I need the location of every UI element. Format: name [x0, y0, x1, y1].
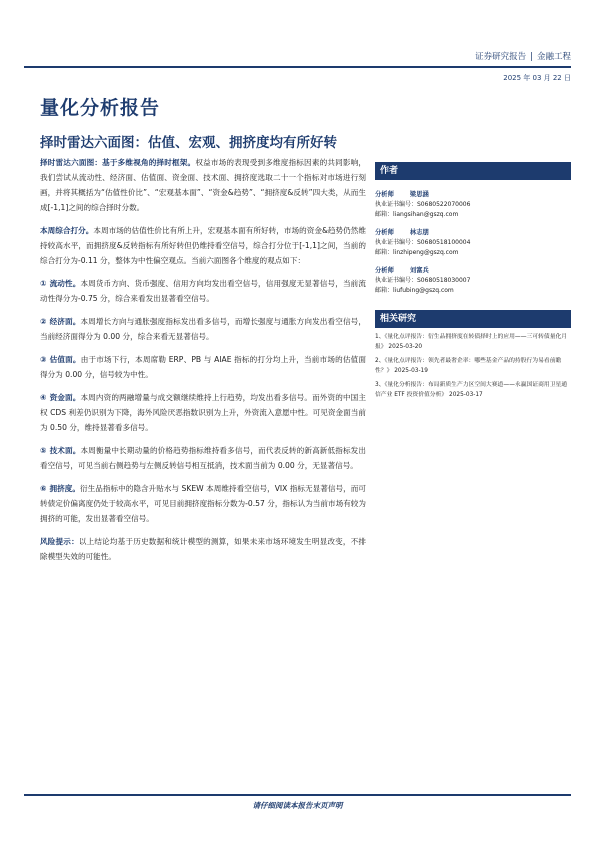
author-role-name — [375, 266, 571, 276]
report-title: 择时雷达六面图：估值、宏观、拥挤度均有所好转 — [40, 135, 337, 151]
author-license: 执业证书编号：S0680518100004 — [375, 239, 471, 246]
author-name: 梁思涵 — [409, 191, 429, 198]
item-number: ③ — [40, 355, 47, 364]
item-label: 资金面。 — [49, 393, 81, 402]
author-license: 执业证书编号：S0680522070006 — [375, 201, 471, 208]
author-email[interactable]: 邮箱：liufubing@gszq.com — [375, 287, 454, 294]
item-text: 本周货币方向、货币强度、信用方向均发出看空信号，信用强度无显著信号，当前流动性得分为-0.75 分，综合来看发出显著看空信号。 — [40, 279, 366, 303]
dimension-item — [40, 314, 366, 344]
authors-heading: 作者 — [375, 162, 571, 180]
dimension-item — [40, 443, 366, 473]
author-card — [375, 190, 571, 220]
report-category: 证券研究报告 — [475, 52, 527, 62]
related-report-link[interactable]: 1、《量化点评报告：衍生品拥挤度在转债择时上的应用——三可转债量化月报》 2025-03-20 — [375, 334, 568, 350]
footer-disclaimer: 请仔细阅读本报告末页声明 — [252, 801, 343, 810]
item-number: ⑥ — [40, 484, 47, 493]
author-role: 分析师 — [375, 229, 394, 236]
author-email[interactable]: 邮箱：linzhipeng@gszq.com — [375, 249, 459, 256]
header-separator: | — [530, 52, 533, 62]
author-name: 刘富兵 — [409, 267, 429, 274]
risk-paragraph — [40, 534, 366, 564]
dimension-item — [40, 481, 366, 526]
author-role: 分析师 — [375, 191, 394, 198]
related-heading: 相关研究 — [375, 310, 571, 328]
related-report-link[interactable]: 2、《量化点评报告：领先者最奢企率：哪些基金产品的持股行为易看前瞻性？》 2025-03-19 — [375, 358, 562, 374]
author-license: 执业证书编号：S0680518030007 — [375, 277, 471, 284]
intro-label: 择时雷达六面图：基于多维视角的择时框架。 — [40, 158, 196, 167]
item-text: 本周衡量中长期动量的价格趋势指标维持看多信号，而代表反转的新高新低指标发出看空信号，可见当前右侧趋势与左侧反转信号相互抵消，技术面当前为 0.00 分，无显著信号。 — [40, 446, 366, 470]
item-number: ① — [40, 279, 47, 288]
intro-paragraph — [40, 155, 366, 215]
related-report-link[interactable]: 3、《量化分析报告：布局新质生产力区空间大赛道——永赢国证商用卫星通信产业 ETF 投资价值分析》 2025-03-17 — [375, 382, 568, 398]
author-name: 林志朋 — [409, 229, 429, 236]
author-role: 分析师 — [375, 267, 394, 274]
item-label: 技术面。 — [49, 446, 81, 455]
item-label: 拥挤度。 — [49, 484, 80, 493]
summary-label: 本周综合打分。 — [40, 226, 94, 235]
author-role-name — [375, 228, 571, 238]
footer-divider — [24, 794, 571, 796]
author-card — [375, 228, 571, 258]
dimension-item — [40, 390, 366, 435]
header-tags — [475, 50, 571, 62]
report-type: 量化分析报告 — [40, 97, 161, 119]
summary-text: 本周市场的估值性价比有所上升，宏观基本面有所好转，市场的资金&趋势仍然维持较高水平，而拥挤度&反转指标有所好转但仍维持看空信号，综合打分位于[-1,1]之间，当前的综合打分为-0.11 分，整体为中性偏空观点。当前六面图各个维度的观点如下： — [40, 226, 367, 265]
item-number: ② — [40, 317, 47, 326]
item-label: 估值面。 — [49, 355, 81, 364]
author-role-name — [375, 190, 571, 200]
item-label: 经济面。 — [49, 317, 81, 326]
item-number: ④ — [40, 393, 47, 402]
dimension-item — [40, 352, 366, 382]
report-sector: 金融工程 — [536, 52, 571, 62]
item-number: ⑤ — [40, 446, 47, 455]
item-text: 由于市场下行，本周席勒 ERP、PB 与 AIAE 指标的打分均上升，当前市场的估值面得分为 0.00 分，信号较为中性。 — [40, 355, 366, 379]
report-date: 2025 年 03 月 22 日 — [503, 74, 571, 82]
summary-paragraph — [40, 223, 366, 268]
item-label: 流动性。 — [49, 279, 81, 288]
header-divider — [24, 66, 571, 68]
dimension-item — [40, 276, 366, 306]
intro-text: 权益市场的表现受到多维度指标因素的共同影响，我们尝试从流动性、经济面、估值面、资金面、技术面、拥挤度选取二十一个指标对市场进行刻画，并将其概括为“估值性价比”、“宏观基本面”、“资金&趋势”、“拥挤度&反转”四大类，从而生成[-1,1]之间的综合择时分数。 — [40, 158, 367, 212]
item-text: 本周增长方向与通胀强度指标发出看多信号，而增长强度与通胀方向发出看空信号，当前经济面得分为 0.00 分，综合来看无显著信号。 — [40, 317, 366, 341]
sidebar — [375, 162, 571, 400]
author-card — [375, 266, 571, 296]
item-text: 本周内资的两融增量与成交额继续维持上行趋势，均发出看多信号。而外资的中国主权 CDS 利差仍识别为下降，海外风险厌恶指数识别为上升，外资流入意愿中性。可见资金面当前为 0.50 分，维持显著看多信号。 — [40, 393, 366, 432]
item-text: 衍生品指标中的隐含升贴水与 SKEW 本周维持看空信号，VIX 指标无显著信号，而可转债定价偏离度仍处于较高水平，可见目前拥挤度指标分数为-0.57 分，指标认为当前市场有较为拥挤的可能，发出显著看空信号。 — [40, 484, 366, 523]
main-content — [40, 155, 366, 572]
risk-text: 以上结论均基于历史数据和统计模型的测算，如果未来市场环境发生明显改变，不排除模型失效的可能性。 — [40, 537, 367, 561]
risk-label: 风险提示： — [40, 537, 79, 546]
author-email[interactable]: 邮箱：liangsihan@gszq.com — [375, 211, 459, 218]
